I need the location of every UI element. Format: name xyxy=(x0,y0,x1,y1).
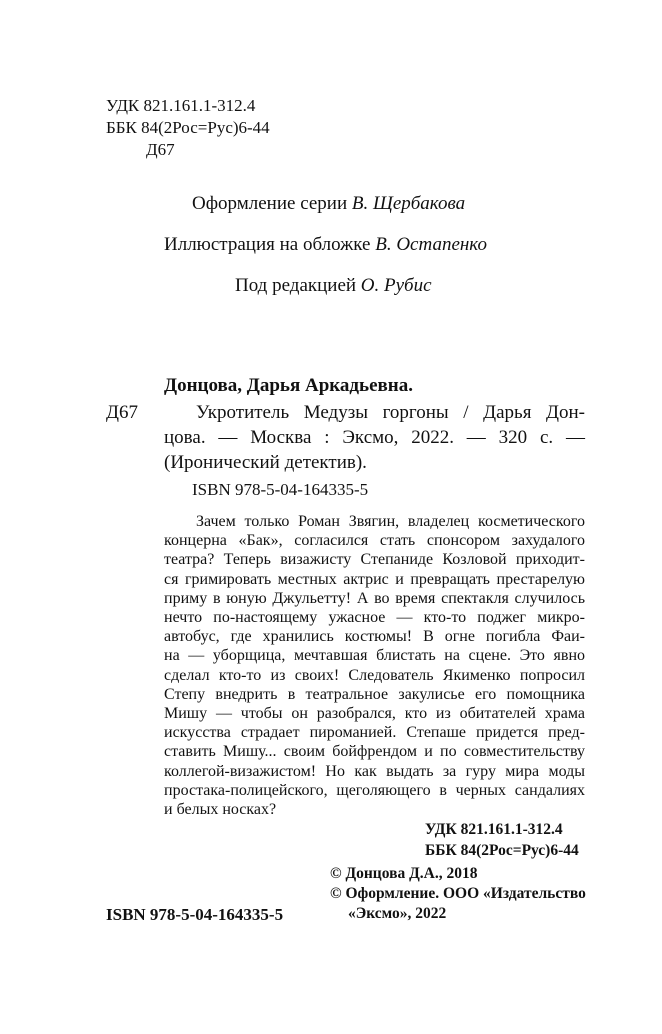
editor-label: Под редакцией xyxy=(235,275,357,296)
annotation-line: искусства страдает пироманией. Степаше придется пред- xyxy=(164,724,585,742)
udk-code: УДК 821.161.1-312.4 xyxy=(106,96,256,115)
annotation-line: нечто по-настоящему ужасное — кто-то поджег микро- xyxy=(164,609,585,626)
copyright-author: © Донцова Д.А., 2018 xyxy=(330,865,478,882)
bib-description xyxy=(164,401,585,476)
series-design-label: Оформление серии xyxy=(192,193,348,214)
editor-name: О. Рубис xyxy=(360,275,432,296)
bottom-udk-code: УДК 821.161.1-312.4 xyxy=(425,821,563,838)
annotation xyxy=(164,512,585,832)
series-design-credit xyxy=(192,192,465,216)
annotation-line: на — уборщица, мечтавшая блистать на сцене. Это явно xyxy=(164,647,585,665)
bib-isbn: ISBN 978-5-04-164335-5 xyxy=(192,480,369,499)
annotation-line: и белых носках? xyxy=(164,801,277,818)
bib-author: Донцова, Дарья Аркадьевна. xyxy=(164,375,413,396)
cover-illustration-label: Иллюстрация на обложке xyxy=(164,234,371,255)
annotation-line: ся гримировать местных актрис и превращать престарелую xyxy=(164,570,585,588)
bib-side-mark: Д67 xyxy=(106,402,138,423)
copyright-design: © Оформление. ООО «Издательство xyxy=(330,885,586,902)
annotation-line: Зачем только Роман Звягин, владелец косметического xyxy=(196,513,585,530)
annotation-line: простака-полицейского, щеголяющего в черных сандалиях xyxy=(164,781,585,799)
annotation-line: коллегой-визажистом! Но как выдать за гуру мира моды xyxy=(164,762,585,780)
editor-credit xyxy=(235,274,432,298)
series-design-name: В. Щербакова xyxy=(351,193,466,214)
annotation-line: сделал кто-то из своих! Следователь Якименко попросил xyxy=(164,666,585,684)
bib-description-line: Укротитель Медузы горгоны / Дарья Дон- xyxy=(196,402,585,423)
bottom-isbn: ISBN 978-5-04-164335-5 xyxy=(106,905,284,924)
cover-illustration-name: В. Остапенко xyxy=(375,234,487,255)
bbk-code: ББК 84(2Рос=Рус)6-44 xyxy=(106,118,270,137)
author-mark: Д67 xyxy=(146,140,175,159)
annotation-line: автобус, где хранились костюмы! В огне погибла Фаи- xyxy=(164,628,585,646)
annotation-line: театра? Теперь визажисту Степаниде Козловой приходит- xyxy=(164,551,585,569)
annotation-line: Степу внедрить в театральное закулисье его помощника xyxy=(164,685,585,703)
annotation-line: концерна «Бак», согласился стать спонсором захудалого xyxy=(164,532,585,550)
annotation-line: Мишу — чтобы он разобрался, кто из обитателей храма xyxy=(164,705,585,722)
annotation-line: приму в юную Джульетту! А во время спектакля случилось xyxy=(164,589,585,607)
bib-description-line: цова. — Москва : Эксмо, 2022. — 320 с. — xyxy=(164,427,585,448)
bib-description-line: (Иронический детектив). xyxy=(164,452,367,473)
cover-illustration-credit xyxy=(164,233,487,257)
copyright-publisher: «Эксмо», 2022 xyxy=(348,905,447,922)
bottom-bbk-code: ББК 84(2Рос=Рус)6-44 xyxy=(425,842,579,859)
annotation-line: ставить Мишу... своим бойфрендом и по совместительству xyxy=(164,743,585,761)
